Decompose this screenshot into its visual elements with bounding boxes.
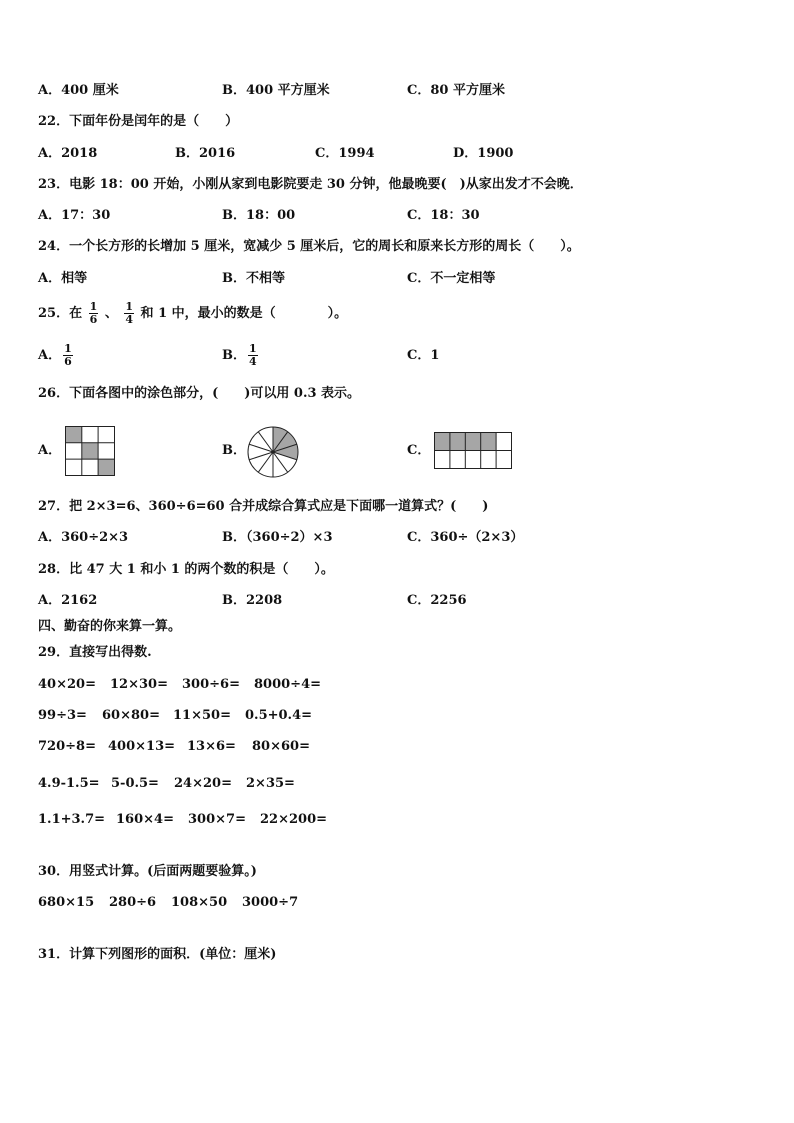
q22-option-a[interactable]: A．2018 (38, 146, 98, 161)
q22-option-b[interactable]: B．2016 (175, 146, 236, 161)
q29-stem: 29．直接写出得数. (38, 645, 152, 660)
option-label: A． (38, 348, 62, 363)
q30-item: 680×15 (38, 895, 95, 910)
q23-option-b[interactable]: B．18：00 (222, 208, 296, 223)
q25-prefix: 25．在 (38, 306, 83, 321)
q29-item: 1.1+3.7= (38, 812, 106, 827)
q29-item: 60×80= (102, 708, 160, 723)
q30-item: 280÷6 (109, 895, 157, 910)
q29-item: 8000÷4= (254, 677, 322, 692)
q29-item: 13×6= (187, 739, 236, 754)
q24-option-b[interactable]: B．不相等 (222, 271, 285, 286)
q29-item: 2×35= (246, 776, 295, 791)
q29-item: 22×200= (260, 812, 328, 827)
option-label: B． (222, 348, 246, 363)
fraction-denominator: 4 (249, 355, 257, 368)
q26-circle-figure-b[interactable] (246, 425, 300, 479)
q30-stem: 30．用竖式计算。(后面两题要验算。) (38, 864, 257, 879)
q29-item: 11×50= (173, 708, 231, 723)
q22-option-d[interactable]: D．1900 (453, 146, 514, 161)
q25-option-b[interactable] (222, 340, 260, 372)
q29-item: 300×7= (188, 812, 246, 827)
q29-item: 0.5+0.4= (245, 708, 313, 723)
q29-item: 24×20= (174, 776, 232, 791)
q23-option-c[interactable]: C．18：30 (407, 208, 480, 223)
q27-option-c[interactable]: C．360÷（2×3） (407, 530, 524, 545)
q27-option-a[interactable]: A．360÷2×3 (38, 530, 129, 545)
q27-option-b[interactable]: B．（360÷2）×3 (222, 530, 333, 545)
q28-option-b[interactable]: B．2208 (222, 593, 283, 608)
q25-suffix: 和 1 中，最小的数是（ ）。 (140, 306, 348, 321)
fraction-numerator: 1 (249, 342, 257, 355)
q29-item: 400×13= (108, 739, 176, 754)
q25-separator: 、 (104, 306, 118, 321)
q29-item: 12×30= (110, 677, 168, 692)
q29-item: 80×60= (252, 739, 310, 754)
q23-stem: 23．电影 18：00 开始，小刚从家到电影院要走 30 分钟，他最晚要( )从家出发才不会晚． (38, 177, 583, 192)
q25-option-a[interactable] (38, 340, 75, 372)
q25-stem (38, 298, 347, 330)
q31-stem: 31．计算下列图形的面积．(单位：厘米) (38, 947, 277, 962)
q27-stem: 27．把 2×3=6、360÷6=60 合并成综合算式应是下面哪一道算式？( ) (38, 499, 489, 514)
fraction-denominator: 4 (125, 313, 134, 326)
q25-fraction-one-quarter (124, 301, 134, 326)
q22-option-c[interactable]: C．1994 (315, 146, 375, 161)
q25-option-c[interactable]: C．1 (407, 348, 440, 363)
q21-option-b[interactable]: B．400 平方厘米 (222, 83, 330, 98)
q21-option-a[interactable]: A．400 厘米 (38, 83, 119, 98)
q29-item: 160×4= (116, 812, 174, 827)
q25-fraction-one-sixth (89, 301, 99, 326)
q21-option-c[interactable]: C．80 平方厘米 (407, 83, 505, 98)
q28-option-c[interactable]: C．2256 (407, 593, 467, 608)
q26-strip-figure-c[interactable] (434, 432, 514, 470)
fraction-numerator: 1 (89, 300, 98, 313)
q29-item: 300÷6= (182, 677, 240, 692)
q30-item: 108×50 (171, 895, 228, 910)
q26-option-b-label[interactable]: B． (222, 443, 246, 458)
q30-item: 3000÷7 (242, 895, 299, 910)
q22-stem: 22．下面年份是闰年的是（ ） (38, 114, 239, 129)
q24-option-c[interactable]: C．不一定相等 (407, 271, 496, 286)
fraction-numerator: 1 (64, 342, 72, 355)
fraction-denominator: 6 (64, 355, 72, 368)
q29-item: 99÷3= (38, 708, 87, 723)
section-heading: 四、勤奋的你来算一算。 (38, 619, 182, 634)
q29-item: 720÷8= (38, 739, 96, 754)
q24-option-a[interactable]: A．相等 (38, 271, 88, 286)
q24-stem: 24．一个长方形的长增加 5 厘米，宽减少 5 厘米后，它的周长和原来长方形的周长（ ）。 (38, 239, 580, 254)
q26-grid-figure-a[interactable] (65, 426, 117, 476)
q26-stem: 26．下面各图中的涂色部分，( )可以用 0.3 表示。 (38, 386, 361, 401)
q26-option-a-label[interactable]: A． (38, 443, 62, 458)
q26-option-c-label[interactable]: C． (407, 443, 431, 458)
q23-option-a[interactable]: A．17：30 (38, 208, 111, 223)
q28-stem: 28．比 47 大 1 和小 1 的两个数的积是（ ）。 (38, 562, 334, 577)
q29-item: 5-0.5= (111, 776, 159, 791)
q29-item: 40×20= (38, 677, 96, 692)
q25-option-a-fraction (63, 343, 73, 368)
fraction-denominator: 6 (89, 313, 98, 326)
q25-option-b-fraction (248, 343, 258, 368)
q29-item: 4.9-1.5= (38, 776, 100, 791)
fraction-numerator: 1 (125, 300, 134, 313)
q28-option-a[interactable]: A．2162 (38, 593, 98, 608)
